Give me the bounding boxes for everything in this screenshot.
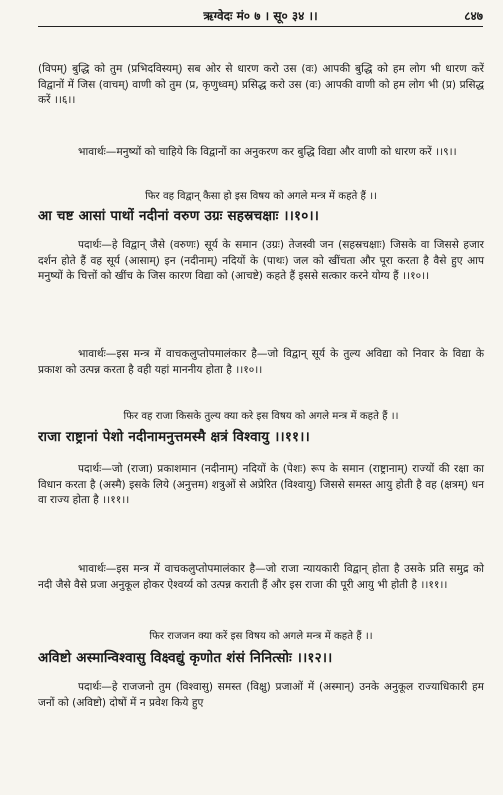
page-number: ८४७ bbox=[464, 9, 483, 23]
padartha-paragraph-10: पदार्थः—हे विद्वान् जैसे (वरुणः) सूर्य के समान (उग्रः) तेजस्वी जन (सहस्रचक्षाः) जिसके वा जिससे हजार दर्शन होते हैं वह सूर्य (आसाम्) इन (नदीनाम्) नदियों के (पाथः) जल को खींचता और पूरा करता है वैसे हुए आप मनुष्यों के चित्तों को खींच के जिस कारण विद्या को (आचष्टे) कहते हैं इससे सत्कार करने योग्य हैं ।।१०।। bbox=[38, 239, 484, 283]
padartha-paragraph-12: पदार्थः—हे राजजनो तुम (विश्वासु) समस्त (विक्षु) प्रजाओं में (अस्मान्) उनके अनुकूल राज्याधिकारी हम जनों को (अविष्टो) दोषों में न प्रवेश किये हुए bbox=[38, 681, 484, 709]
running-header bbox=[38, 4, 483, 26]
bhavartha-paragraph-9: भावार्थः—मनुष्यों को चाहिये कि विद्वानों का अनुकरण कर बुद्धि विद्या और वाणी को धारण करें ।।९।। bbox=[78, 146, 457, 158]
mantra-12: अविष्टो अस्मान्विश्वासु विक्ष्वद्युं कृणोत शंसं निनित्सोः ।।१२।। bbox=[38, 650, 333, 666]
intro-note-11: फिर वह राजा किसके तुल्य क्या करे इस विषय को अगले मन्त्र में कहते हैं ।। bbox=[123, 411, 399, 422]
intro-note-12: फिर राजजन क्या करें इस विषय को अगले मन्त्र में कहते हैं ।। bbox=[149, 631, 373, 642]
padartha-paragraph-11: पदार्थः—जो (राजा) प्रकाशमान (नदीनाम्) नदियों के (पेशः) रूप के समान (राष्ट्रानाम्) राज्यों की रक्षा का विधान करता है (अस्मै) इसके लिये (अनुत्तम) शत्रुओं से अप्रेरित (विश्वायु) जिससे समस्त आयु होती है वह (क्षत्रम्) धन वा राज्य होता है ।।११।। bbox=[38, 463, 484, 507]
header-title: ऋग्वेदः मं० ७ । सू० ३४ ।। bbox=[203, 9, 318, 23]
mantra-10: आ चष्ट आसां पाथों नदीनां वरुण उग्रः सहस्रचक्षाः ।।१०।। bbox=[38, 208, 320, 224]
bhavartha-paragraph-10: भावार्थः—इस मन्त्र में वाचकलुप्तोपमालंकार है—जो विद्वान् सूर्य के तुल्य अविद्या को निवार के विद्या के प्रकाश को उत्पन्न करता है वही यहां माननीय होता है ।।१०।। bbox=[38, 348, 484, 376]
bhavartha-paragraph-11: भावार्थः—इस मन्त्र में वाचकलुप्तोपमालंकार है—जो राजा न्यायकारी विद्वान् होता है उसके प्रति समुद्र को नदी जैसे वैसे प्रजा अनुकूल होकर ऐश्वर्य्य को उत्पन्न कराती हैं और इस राजा की पूरी आयु भी होती है ।।११।। bbox=[38, 563, 484, 591]
header-rule bbox=[38, 26, 483, 27]
mantra-11: राजा राष्ट्रानां पेशो नदीनामनुत्तमस्मै क्षत्रं विश्वायु ।।११।। bbox=[38, 429, 310, 445]
padartha-paragraph-9: (विपम्) बुद्धि को तुम (प्रभिदविस्यम्) सब ओर से धारण करो उस (वः) आपकी बुद्धि को हम लोग भी धारण करें विद्वानों में जिस (वाचम्) वाणी को तुम (प्र, कृणुध्वम्) प्रसिद्ध करो उस (वः) आपकी वाणी को हम लोग भी (प्र) प्रसिद्ध करें ।।६।। bbox=[38, 63, 484, 107]
intro-note-10: फिर वह विद्वान् कैसा हो इस विषय को अगले मन्त्र में कहते हैं ।। bbox=[145, 191, 377, 202]
